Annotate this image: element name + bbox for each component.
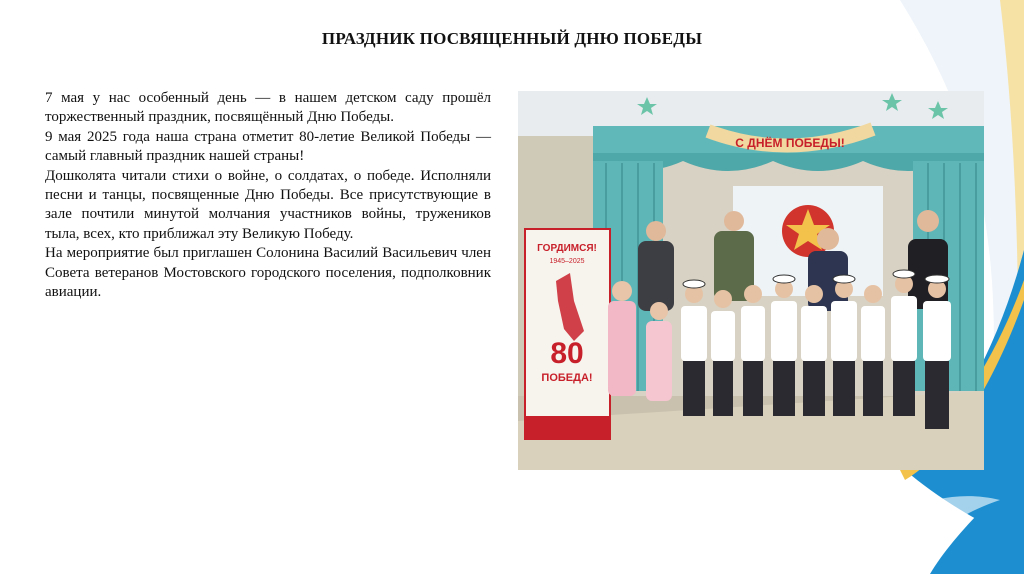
banner-bottom-text: ПОБЕДА! — [541, 372, 593, 384]
banner-top-text: ГОРДИМСЯ! — [537, 243, 597, 254]
paragraph-intro: 7 мая у нас особенный день — в нашем детском саду прошёл торжественный праздник, посвящённый Дню Победы. — [45, 90, 491, 126]
paragraph-program: Дошколята читали стихи о войне, о солдатах, о победе. Исполняли песни и танцы, посвященные Дню Победы. Все присутствующие в зале почтили минутой молчания участников войны, тружеников тыла, всех, кто приближал эту Великую Победу. — [45, 167, 491, 242]
paragraph-anniversary: 9 мая 2025 года наша страна отметит 80-летие Великой Победы — самый главный праздник нашей страны! — [45, 128, 491, 165]
body-text — [45, 89, 491, 302]
banner-years-text: 1945–2025 — [549, 258, 585, 265]
slide-title: ПРАЗДНИК ПОСВЯЩЕННЫЙ ДНЮ ПОБЕДЫ — [321, 29, 703, 48]
banner-number-text: 80 — [550, 337, 584, 370]
paragraph-guest: На мероприятие был приглашен Солонина Василий Васильевич член Совета ветеранов Мостовского городского поселения, подполковник авиации. — [45, 245, 491, 301]
event-photo — [518, 91, 984, 470]
garland-banner-text: С ДНЁМ ПОБЕДЫ! — [735, 136, 845, 150]
